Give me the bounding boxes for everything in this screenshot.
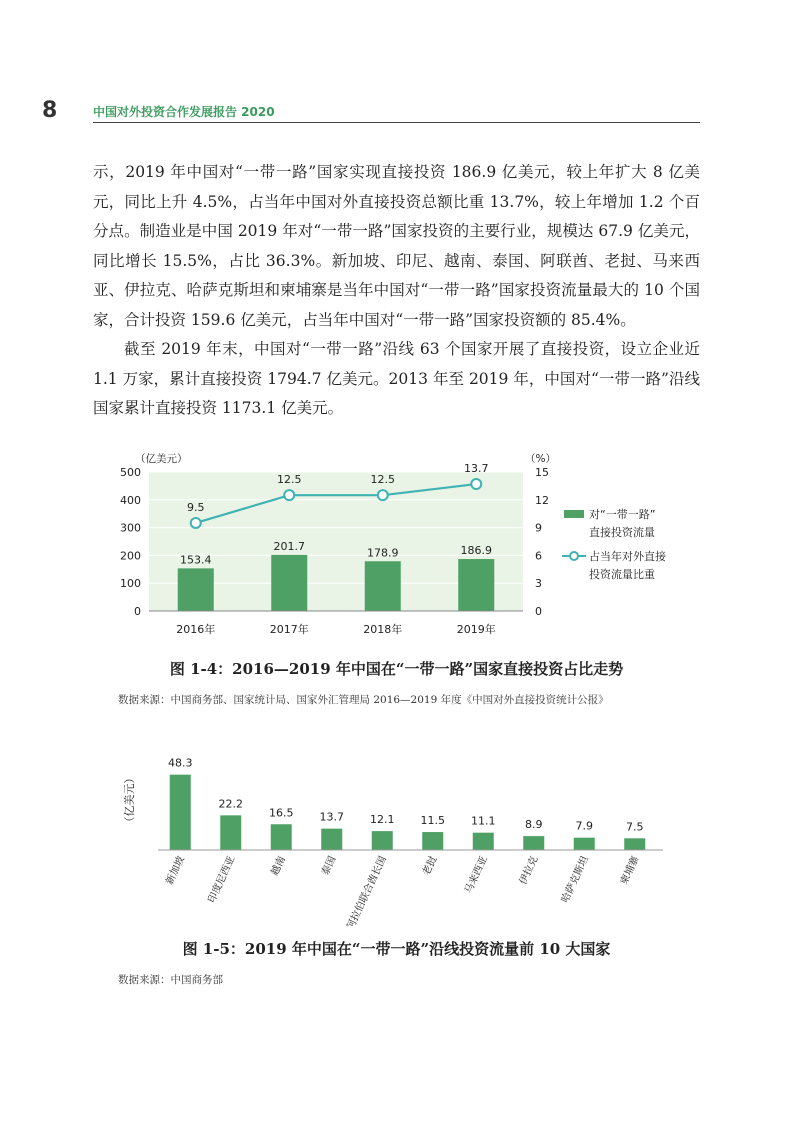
- line-value-label: 13.7: [464, 462, 489, 476]
- bar-value-label: 201.7: [273, 539, 305, 553]
- y-right-axis-title: （%）: [525, 453, 556, 465]
- y-right-tick-label: 9: [535, 521, 542, 535]
- bar-老挝: [422, 832, 443, 850]
- figure-1-4-svg: [93, 440, 700, 640]
- bar-柬埔寨: [624, 838, 645, 850]
- x-tick-label: 2017年: [269, 623, 309, 636]
- x-tick-label: 哈萨克斯坦: [559, 854, 591, 905]
- x-tick-label: 2019年: [456, 623, 496, 636]
- ratio-point-2019年: [471, 479, 481, 489]
- line-value-label: 12.5: [370, 473, 395, 487]
- bar-印度尼西亚: [220, 815, 241, 850]
- paragraph-1: 示，2019 年中国对“一带一路”国家实现直接投资 186.9 亿美元，较上年扩大 8 亿美元，同比上升 4.5%，占当年中国对外直接投资总额比重 13.7%，较上年增加 1.2 个百分点。制造业是中国 2019 年对“一带一路”国家投资的主要行业，规模达 67.9 亿美元，同比增长 15.5%，占比 36.3%。新加坡、印尼、越南、泰国、阿联酋、老挝、马来西亚、伊拉克、哈萨克斯坦和柬埔寨是当年中国对“一带一路”国家投资流量最大的 10 个国家，合计投资 159.6 亿美元，占当年中国对“一带一路”国家投资额的 85.4%。: [93, 163, 700, 329]
- figure-1-5-svg: [93, 748, 700, 926]
- y-right-tick-label: 0: [535, 605, 542, 618]
- x-tick-label: 柬埔寨: [618, 854, 642, 887]
- bar-哈萨克斯坦: [574, 838, 595, 850]
- ratio-point-2016年: [191, 518, 201, 528]
- bar-value-label: 178.9: [367, 546, 399, 560]
- ratio-point-2018年: [378, 490, 388, 500]
- bar-2016年: [178, 568, 214, 611]
- legend-line-marker: [570, 552, 578, 560]
- legend: [562, 507, 666, 581]
- line-value-label: 9.5: [187, 500, 205, 514]
- bar-value-label: 16.5: [269, 806, 294, 820]
- bar-新加坡: [170, 775, 191, 850]
- bar-value-label: 186.9: [460, 544, 492, 558]
- bar-value-label: 22.2: [218, 797, 243, 811]
- legend-bar-label-line2: 直接投资流量: [589, 526, 655, 539]
- bar-value-label: 11.1: [471, 814, 496, 828]
- y-left-tick-label: 100: [120, 577, 141, 591]
- body-text: [93, 158, 700, 424]
- bar-value-label: 8.9: [525, 818, 543, 832]
- y-right-tick-label: 15: [535, 466, 549, 479]
- y-left-tick-label: 0: [134, 605, 141, 618]
- x-tick-label: 泰国: [320, 854, 339, 878]
- y-left-tick-label: 200: [120, 549, 141, 563]
- y-right-tick-label: 12: [535, 493, 549, 507]
- bar-value-label: 13.7: [319, 810, 344, 824]
- bar-value-label: 48.3: [168, 756, 193, 770]
- figure-1-4-chart: [93, 440, 700, 640]
- bar-2019年: [458, 559, 494, 611]
- x-tick-label: 阿拉伯联合酋长国: [345, 854, 389, 926]
- bar-value-label: 11.5: [420, 814, 445, 828]
- legend-line-label-line2: 投资流量比重: [589, 568, 655, 581]
- y-right-tick-label: 3: [535, 577, 542, 591]
- ratio-point-2017年: [284, 490, 294, 500]
- figure-1-4-source: 数据来源：中国商务部、国家统计局、国家外汇管理局 2016—2019 年度《中国对外直接投资统计公报》: [118, 694, 609, 706]
- bar-value-label: 12.1: [370, 813, 395, 827]
- y-axis-title: （亿美元）: [123, 772, 136, 828]
- bar-value-label: 153.4: [180, 553, 212, 567]
- running-title: 中国对外投资合作发展报告 2020: [93, 105, 275, 119]
- bar-越南: [271, 824, 292, 850]
- x-tick-label: 越南: [269, 854, 288, 878]
- bar-value-label: 7.9: [575, 819, 593, 833]
- legend-bar-swatch: [564, 510, 584, 518]
- header-rule: [93, 122, 700, 123]
- bar-value-label: 7.5: [626, 820, 644, 834]
- bar-2018年: [365, 561, 401, 611]
- bar-伊拉克: [523, 836, 544, 850]
- figure-1-5-chart: [93, 748, 700, 926]
- figure-1-5-source: 数据来源：中国商务部: [118, 974, 223, 986]
- x-tick-label: 2016年: [176, 623, 216, 636]
- y-right-tick-label: 6: [535, 549, 542, 563]
- figure-1-4-caption: 图 1-4：2016—2019 年中国在“一带一路”国家直接投资占比走势: [169, 660, 624, 678]
- page-number: 8: [42, 98, 58, 123]
- x-tick-label: 2018年: [363, 623, 403, 636]
- bar-阿拉伯联合酋长国: [372, 831, 393, 850]
- x-tick-label: 伊拉克: [517, 854, 541, 887]
- legend-line-label-line1: 占当年对外直接: [589, 550, 666, 563]
- y-left-tick-label: 300: [120, 521, 141, 535]
- y-left-tick-label: 400: [120, 493, 141, 507]
- x-tick-label: 老挝: [421, 854, 440, 878]
- bars: [170, 775, 646, 850]
- y-left-axis-title: （亿美元）: [135, 453, 188, 465]
- x-tick-label: 印度尼西亚: [206, 854, 238, 905]
- bar-泰国: [321, 829, 342, 850]
- paragraph-2: 截至 2019 年末，中国对“一带一路”沿线 63 个国家开展了直接投资，设立企业近 1.1 万家，累计直接投资 1794.7 亿美元。2013 年至 2019 年，中国对“一带一路”沿线国家累计直接投资 1173.1 亿美元。: [93, 340, 700, 417]
- legend-bar-label-line1: 对“一带一路”: [589, 508, 656, 521]
- bar-马来西亚: [473, 833, 494, 850]
- figure-1-5-caption: 图 1-5：2019 年中国在“一带一路”沿线投资流量前 10 大国家: [182, 940, 611, 958]
- bar-2017年: [271, 555, 307, 611]
- x-tick-label: 马来西亚: [463, 854, 490, 896]
- line-value-label: 12.5: [277, 473, 302, 487]
- y-left-tick-label: 500: [120, 466, 141, 479]
- x-tick-label: 新加坡: [164, 854, 187, 887]
